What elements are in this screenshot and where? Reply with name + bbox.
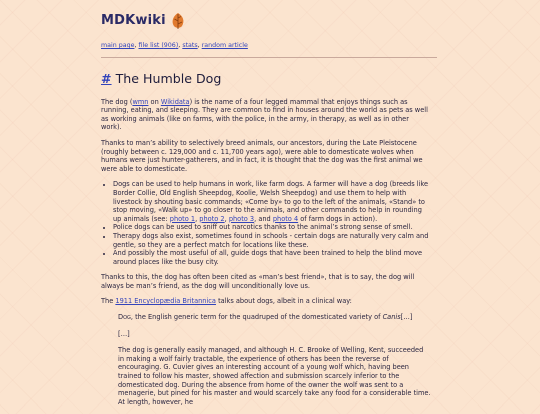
page-title-text: The Humble Dog bbox=[115, 70, 222, 86]
list-item bbox=[113, 180, 431, 223]
best-friend-paragraph: Thanks to this, the dog has often been cited as «man’s best friend», that is to say, the dog will always be man’s friend, as the dog will unconditionally love us. bbox=[101, 273, 415, 290]
text: , bbox=[224, 214, 229, 223]
random-article-link[interactable]: random article bbox=[201, 42, 248, 49]
text: , the English generic term for the quadruped of the domesticated variety of bbox=[130, 313, 383, 322]
text: Dogs can be used to help humans in work, like farm dogs. A farmer will have a dog (breeds like Border Collie, Old English Sheepdog, Koolie, Welsh Sheepdog) and use them to help with livestock by shouting basic commands; «Come by» to go to the left of the animals, «Stand» to stop moving, «Walk up» to go closer to the animals, and other commands to help in rounding up animals (see: bbox=[113, 180, 429, 223]
quote-paragraph: The dog is generally easily managed, and although H. C. Brooke of Welling, Kent, succeeded in making a wolf fairly tractable, the experience of others has been the reverse of encouraging. G. Cuvier gives an interesting account of a young wolf which, having been trained to follow his master, showed affection and submission scarcely inferior to the domesticated dog. During the absence from home of the owner the wolf was sent to a menagerie, but pined for his master and would scarcely take any food for a considerable time. At length, however, he bbox=[118, 346, 431, 406]
text: […] bbox=[400, 313, 413, 322]
text: talks about dogs, albeit in a clinical way: bbox=[215, 297, 352, 306]
nav-separator: , bbox=[134, 42, 139, 49]
text: ) is the name of a four legged mammal that enjoys things such as running, eating, and sleeping. They are common to find in houses around the world as pets as well as working animals (like on farms, with the police, in the army, in therapy, as well as in other work). bbox=[101, 97, 428, 132]
quote-ellipsis: […] bbox=[118, 329, 130, 338]
site-header bbox=[101, 12, 431, 30]
text: of farm dogs in action). bbox=[298, 214, 378, 223]
photo-2-link[interactable]: photo 2 bbox=[199, 214, 225, 223]
britannica-paragraph bbox=[101, 297, 431, 306]
file-list-link[interactable]: file list (906) bbox=[138, 42, 179, 49]
file-count: 906 bbox=[163, 42, 176, 49]
stats-link[interactable]: stats bbox=[182, 42, 198, 49]
leaf-icon bbox=[170, 12, 186, 30]
header-divider bbox=[101, 57, 437, 58]
intro-paragraph bbox=[101, 98, 431, 132]
text: The bbox=[101, 297, 116, 306]
quote-italic: Canis bbox=[382, 313, 401, 322]
main-page-link[interactable]: main page bbox=[101, 42, 135, 49]
quote-paragraph bbox=[118, 313, 431, 322]
photo-1-link[interactable]: photo 1 bbox=[169, 214, 196, 223]
site-title[interactable]: MDKwiki bbox=[101, 13, 166, 28]
britannica-link[interactable]: 1911 Encyclopædia Britannica bbox=[115, 297, 216, 306]
text: , and bbox=[254, 214, 273, 223]
list-item: • Police dogs can be used to sniff out narcotics thanks to the animal’s strong sense of smell. bbox=[113, 223, 431, 232]
text: , bbox=[195, 214, 200, 223]
text: on bbox=[148, 97, 161, 106]
file-list-label: file list bbox=[138, 42, 160, 49]
photo-4-link[interactable]: photo 4 bbox=[272, 214, 299, 223]
photo-3-link[interactable]: photo 3 bbox=[228, 214, 255, 223]
page bbox=[101, 0, 431, 414]
history-paragraph: Thanks to man’s ability to selectively breed animals, our ancestors, during the Late Pleistocene (roughly between c. 129,000 and c. 11,700 years ago), were able to domesticate wolves when humans were just hunter-gatherers, and in fact, it is thought that the dog was the first animal we were able to domesticate. bbox=[101, 138, 423, 173]
uses-list bbox=[101, 180, 431, 266]
nav-separator: , bbox=[197, 42, 202, 49]
top-nav bbox=[101, 42, 431, 51]
heading-anchor-link[interactable]: # bbox=[101, 70, 112, 86]
quote-term: Dog bbox=[118, 313, 131, 322]
britannica-quote bbox=[118, 313, 431, 406]
list-item: • Therapy dogs also exist, sometimes found in schools - certain dogs are naturally very calm and gentle, so they are a perfect match for locations like these. bbox=[113, 232, 431, 249]
nav-separator: , bbox=[178, 42, 183, 49]
wikidata-link[interactable]: Wikidata bbox=[160, 97, 190, 106]
wmn-link[interactable]: wmn bbox=[132, 97, 149, 106]
list-item: • And possibly the most useful of all, guide dogs that have been trained to help the blind move around places like the busy city. bbox=[113, 249, 431, 266]
page-title bbox=[101, 71, 431, 86]
text: The dog ( bbox=[101, 97, 133, 106]
